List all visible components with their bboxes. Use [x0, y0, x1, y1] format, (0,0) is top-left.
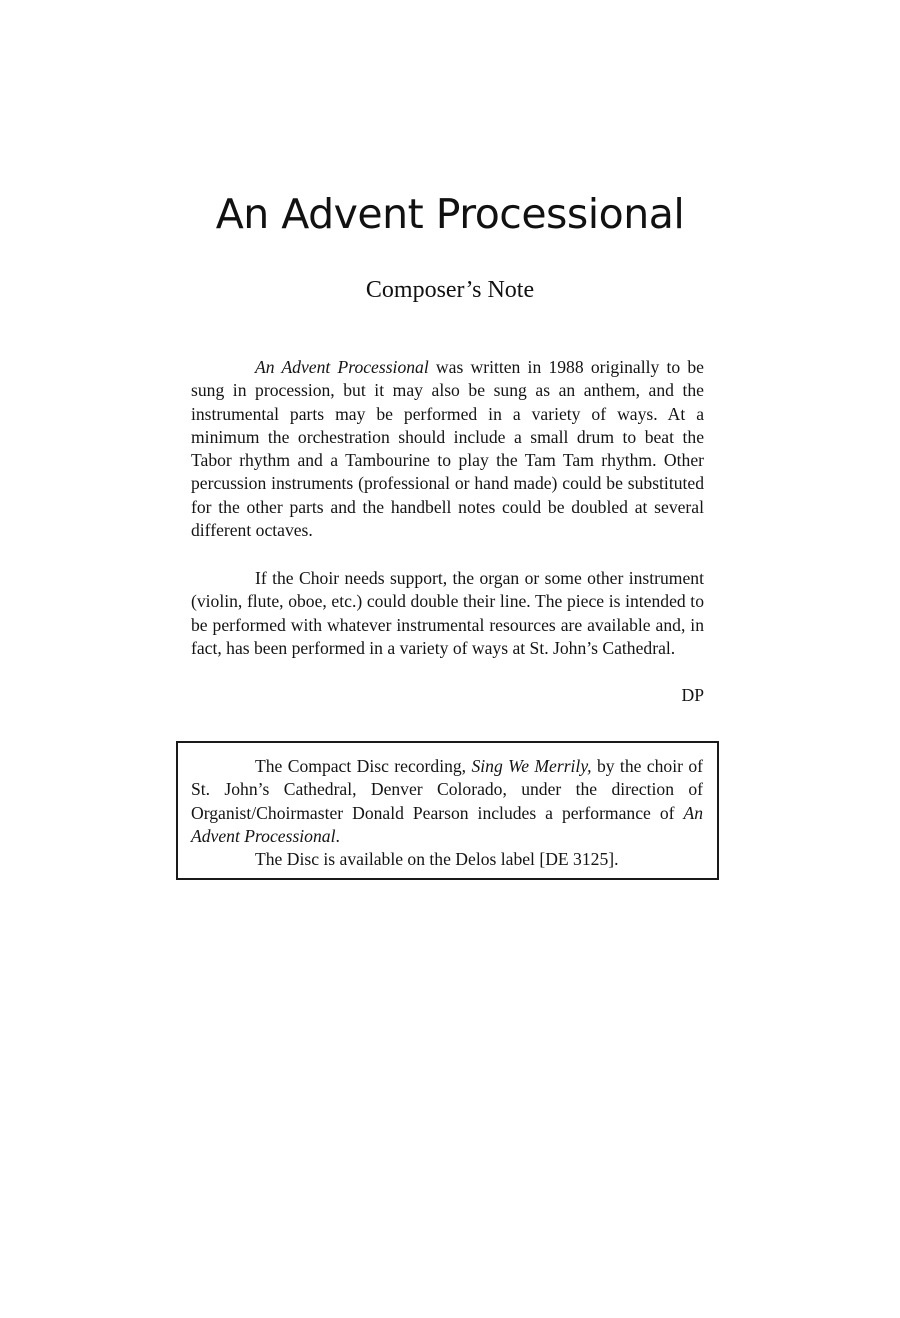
page-subtitle: Composer’s Note [365, 277, 535, 303]
recording-text-middle: by the choir of St. John’s Cathedral, Denver Colorado, under the direction of Organist/Choirmaster Donald Pearson includes a performance of [191, 756, 703, 823]
work-title-italic: An Advent Processional [191, 802, 703, 846]
page-title: An Advent Processional [215, 190, 685, 238]
recording-title: Sing We Merrily, [471, 756, 592, 776]
composer-note-paragraph-2 [191, 567, 704, 660]
paragraph-2-text: If the Choir needs support, the organ or some other instrument (violin, flute, oboe, etc.) could double their line. The piece is intended to be performed with whatever instrumental resources are available and, in fact, has been performed in a variety of ways at St. John’s Cathedral. [191, 568, 704, 658]
recording-info-text [191, 755, 703, 871]
recording-text-before: The Compact Disc recording, [255, 756, 472, 776]
recording-info-box [176, 741, 719, 880]
recording-text-after: . [335, 825, 340, 846]
work-title-italic: An Advent Processional [255, 357, 429, 377]
availability-text: The Disc is available on the Delos label [DE 3125]. [255, 849, 619, 870]
composer-note-paragraph-1 [191, 356, 704, 542]
composer-initials: DP [681, 685, 704, 705]
availability-line [191, 848, 703, 871]
paragraph-1-text: was written in 1988 originally to be sung in procession, but it may also be sung as an anthem, and the instrumental parts may be performed in a variety of ways. At a minimum the orchestration should include a small drum to beat the Tabor rhythm and a Tambourine to play the Tam Tam rhythm. Other percussion instruments (professional or hand made) could be substituted for the other parts and the handbell notes could be doubled at several different octaves. [191, 357, 704, 541]
